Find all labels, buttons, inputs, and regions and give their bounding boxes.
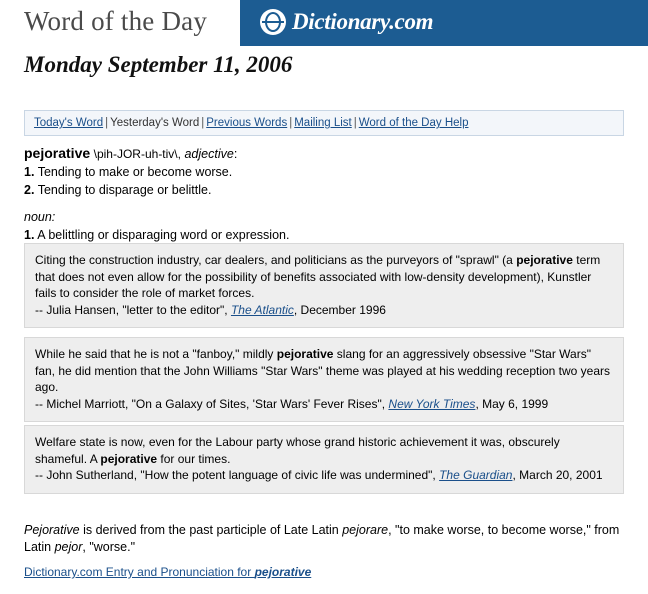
sense-number: 1.: [24, 164, 35, 179]
headword: pejorative: [24, 145, 91, 161]
sense-item: [24, 182, 624, 199]
sense-text: Tending to make or become worse.: [37, 164, 233, 179]
definition-block: [24, 144, 624, 243]
footer-link-anchor[interactable]: [24, 565, 311, 579]
etymology-latin-2: pejor: [54, 540, 83, 555]
nav-separator: |: [201, 117, 205, 129]
brand-name: Dictionary.com: [292, 9, 434, 34]
quote-text-pre: Welfare state is now, even for the Labour party whose grand historic achievement it was, obscurely shameful. A: [35, 435, 560, 466]
quote-attribution: [35, 468, 603, 482]
quote-source-link[interactable]: New York Times: [388, 396, 476, 411]
quote-highlight-word: pejorative: [516, 253, 573, 267]
quote-attribution: [35, 397, 548, 411]
footer-link-text: Dictionary.com Entry and Pronunciation for: [24, 565, 255, 579]
entry-pronunciation-link[interactable]: [24, 565, 311, 579]
sense-text: Tending to disparage or belittle.: [37, 182, 212, 197]
etymology-text-1: is derived from the past participle of Late Latin: [79, 523, 343, 537]
quote-text-post: for our times.: [157, 451, 231, 466]
word-nav-bar: [24, 110, 624, 136]
nav-link-mailing-list[interactable]: Mailing List: [294, 117, 352, 129]
quote-attribution: [35, 303, 386, 317]
nav-separator: |: [289, 117, 293, 129]
etymology-text-2: , "to make worse, to become worse," from Latin: [24, 523, 620, 555]
nav-link-todays-word[interactable]: Today's Word: [34, 117, 104, 129]
part-of-speech-noun: noun:: [24, 209, 56, 224]
etymology-word: Pejorative: [24, 523, 80, 537]
quote-highlight-word: pejorative: [100, 451, 158, 466]
nav-separator: |: [353, 117, 357, 129]
attribution-pre: -- Julia Hansen, "letter to the editor",: [35, 302, 231, 317]
quotation-box: [24, 425, 624, 494]
sense-number: 1.: [24, 227, 35, 242]
etymology-block: [24, 522, 624, 557]
nav-link-previous-words[interactable]: Previous Words: [206, 117, 288, 129]
quote-source-link[interactable]: The Guardian: [439, 468, 513, 483]
sense-number: 2.: [24, 182, 35, 197]
brand-bar: [240, 0, 648, 46]
attribution-pre: -- Michel Marriott, "On a Galaxy of Sites, 'Star Wars' Fever Rises",: [35, 396, 389, 411]
sense-item: [24, 164, 624, 181]
globe-icon: [260, 9, 286, 35]
sense-text: A belittling or disparaging word or expression.: [37, 227, 290, 242]
nav-separator: |: [105, 117, 109, 129]
quote-source-link[interactable]: The Atlantic: [230, 302, 294, 317]
quotation-box: [24, 337, 624, 422]
date-heading: Monday September 11, 2006: [24, 52, 293, 77]
quote-highlight-word: pejorative: [276, 347, 334, 361]
footer-link-word: pejorative: [254, 565, 312, 579]
quote-text-pre: Citing the construction industry, car dealers, and politicians as the purveyors of "sprawl" (a: [35, 253, 517, 267]
attribution-post: , March 20, 2001: [512, 468, 603, 483]
headword-line: [24, 144, 624, 163]
sense-item: [24, 227, 624, 244]
etymology-latin-1: pejorare: [342, 523, 389, 537]
pronunciation: \pih-JOR-uh-tiv\,: [93, 147, 181, 161]
quote-text-post: slang for an aggressively obsessive "Star Wars" fan, he did mention that the John Williams "Star Wars" theme was played at his wedding reception two years ago.: [35, 347, 611, 395]
page-header: [0, 0, 648, 46]
etymology-text-3: , "worse.": [82, 540, 136, 555]
page-title: Word of the Day: [24, 6, 208, 36]
part-of-speech-adjective: adjective: [184, 147, 234, 161]
nav-link-wotd-help[interactable]: Word of the Day Help: [358, 117, 469, 129]
attribution-pre: -- John Sutherland, "How the potent language of civic life was undermined",: [35, 468, 440, 483]
dictionary-logo[interactable]: [260, 9, 433, 35]
quotation-box: [24, 243, 624, 328]
nav-label-yesterdays-word: Yesterday's Word: [110, 117, 200, 129]
attribution-post: , May 6, 1999: [475, 396, 549, 411]
colon: :: [233, 147, 238, 161]
quote-text-pre: While he said that he is not a "fanboy," mildly: [35, 347, 277, 361]
attribution-post: , December 1996: [293, 302, 386, 317]
quote-text-post: term that does not even allow for the possibility of benefits associated with low-density development), Kunstler fails to consider the role of market forces.: [35, 253, 601, 301]
